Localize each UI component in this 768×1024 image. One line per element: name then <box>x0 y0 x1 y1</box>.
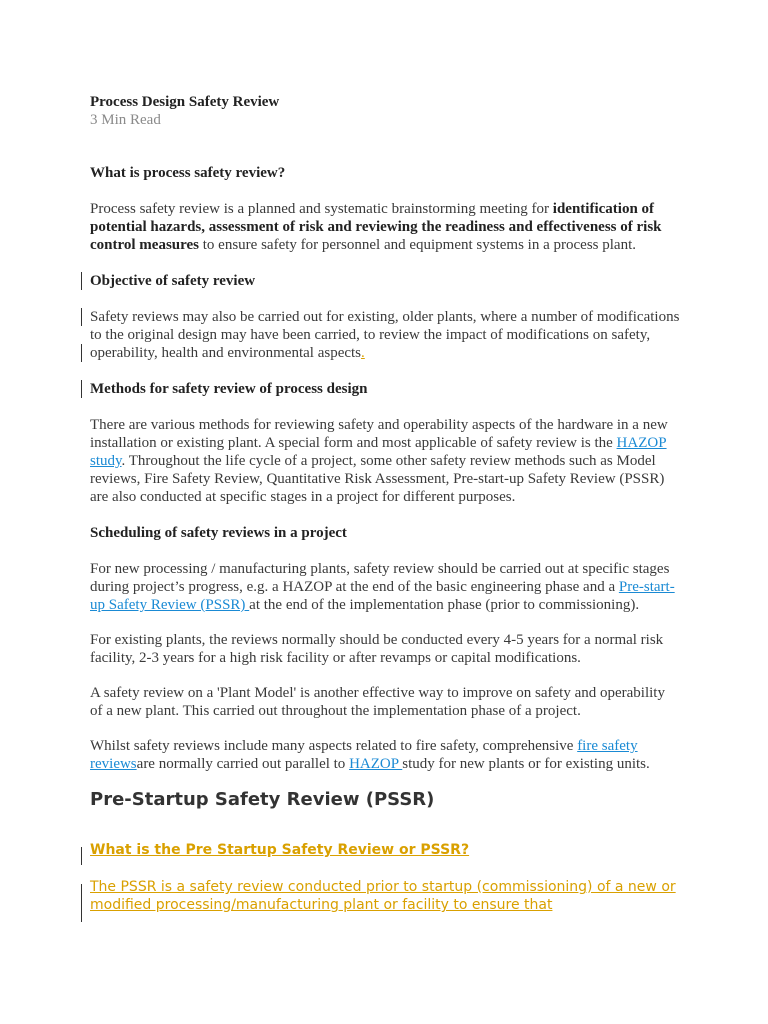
document-title: Process Design Safety Review <box>90 94 280 110</box>
paragraph-scheduling-1: For new processing / manufacturing plants, safety review should be carried out at specific stages during project’s progress, e.g. a HAZOP at the end of the basic engineering phase and a Pre-start-up Safety Review (PSSR) at the end of the implementation phase (prior to commissioning). <box>90 561 675 613</box>
paragraph-what-is: Process safety review is a planned and systematic brainstorming meeting for identification of potential hazards, assessment of risk and reviewing the readiness and effectiveness of risk control measures to ensure safety for personnel and equipment systems in a process plant. <box>90 201 662 253</box>
heading-scheduling: Scheduling of safety reviews in a project <box>90 525 347 541</box>
change-bar <box>81 344 82 362</box>
heading-methods: Methods for safety review of process design <box>90 381 368 397</box>
pssr-link[interactable]: Pre-start-up Safety Review (PSSR) <box>90 579 675 613</box>
change-bar <box>81 847 82 865</box>
heading-pssr: Pre-Startup Safety Review (PSSR) <box>90 789 435 810</box>
heading-objective: Objective of safety review <box>90 273 256 289</box>
heading-what-is: What is process safety review? <box>90 165 286 181</box>
paragraph-methods: There are various methods for reviewing safety and operability aspects of the hardware in a new installation or existing plant. A special form and most applicable of safety review is the HAZOP study. Throughout the life cycle of a project, some other safety review methods such as Model reviews, Fire Safety Review, Quantitative Risk Assessment, Pre-start-up Safety Review (PSSR) are also conducted at specific stages in a project for different purposes. <box>90 417 668 505</box>
paragraph-scheduling-4: Whilst safety reviews include many aspects related to fire safety, comprehensive fire safety reviewsare normally carried out parallel to HAZOP study for new plants or for existing units. <box>90 738 650 772</box>
paragraph-scheduling-3: A safety review on a 'Plant Model' is another effective way to improve on safety and operability of a new plant. This carried out throughout the implementation phase of a project. <box>90 685 665 719</box>
objective-dot-link[interactable]: . <box>361 345 365 361</box>
paragraph-scheduling-2: For existing plants, the reviews normally should be conducted every 4-5 years for a normal risk facility, 2-3 years for a high risk facility or after revamps or capital modifications. <box>90 632 664 666</box>
fire-safety-reviews-link[interactable]: fire safety reviews <box>90 738 638 772</box>
hazop-study-link[interactable]: HAZOP study <box>90 435 667 469</box>
read-time: 3 Min Read <box>90 112 161 128</box>
change-bar <box>81 884 82 922</box>
paragraph-objective: Safety reviews may also be carried out for existing, older plants, where a number of modifications to the original design may have been carried, to review the impact of modifications on safety, operability, health and environmental aspects. <box>90 309 680 361</box>
paragraph-pssr[interactable]: The PSSR is a safety review conducted prior to startup (commissioning) of a new or modified processing/manufacturing plant or facility to ensure that <box>90 879 676 913</box>
heading-what-is-pssr[interactable]: What is the Pre Startup Safety Review or PSSR? <box>90 842 470 858</box>
change-bar <box>81 380 82 398</box>
change-bar <box>81 308 82 326</box>
hazop-link[interactable]: HAZOP <box>349 756 403 772</box>
document-page <box>90 93 680 914</box>
change-bar <box>81 272 82 290</box>
